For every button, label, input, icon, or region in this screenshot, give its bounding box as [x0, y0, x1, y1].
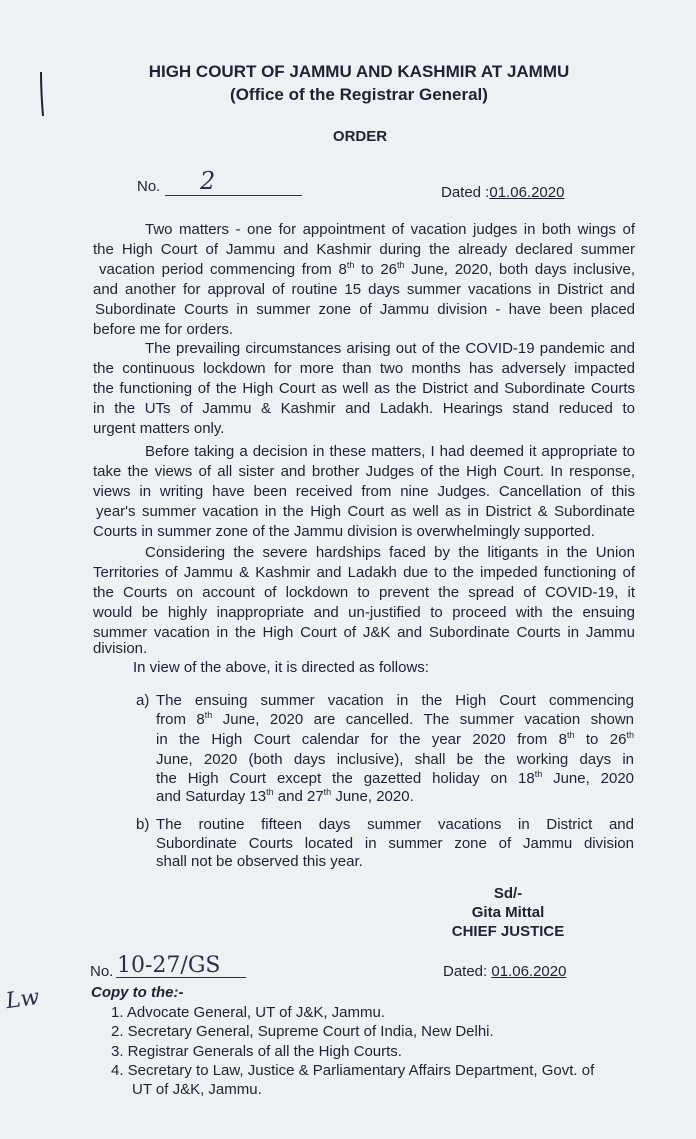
dir-a-line — [156, 731, 634, 748]
order-date — [441, 184, 564, 201]
para-3-line: year's summer vacation in the High Court as well as in District & Subordinate — [96, 503, 635, 520]
copy-no-blank — [116, 977, 246, 978]
text-run: June, 2020, both days inclusive, — [404, 261, 635, 278]
para-2-line: urgent matters only. — [93, 420, 225, 437]
copy-date-value: 01.06.2020 — [491, 963, 567, 980]
copy-date — [443, 963, 566, 980]
margin-initials: Lw — [4, 984, 41, 1015]
text-run: June, 2020. — [331, 788, 414, 805]
superscript: th — [266, 787, 274, 797]
para-1-line: Two matters - one for appointment of vacation judges in both wings of — [145, 221, 635, 238]
signature-name: Gita Mittal — [471, 904, 545, 921]
superscript: th — [346, 260, 355, 270]
para-3-line: Before taking a decision in these matters, I had deemed it appropriate to — [145, 443, 635, 460]
paragraph-5: In view of the above, it is directed as follows: — [133, 659, 429, 676]
para-4-line: Territories of Jammu & Kashmir and Ladakh due to the impeded functioning of — [93, 564, 635, 581]
dir-a-line: The ensuing summer vacation in the High Court commencing — [156, 692, 634, 709]
dir-b-line: shall not be observed this year. — [156, 853, 363, 870]
para-3-line: Courts in summer zone of the Jammu division is overwhelmingly supported. — [93, 523, 595, 540]
dir-a-line — [156, 770, 634, 787]
para-3-line: take the views of all sister and brother Judges of the High Court. In response, — [93, 463, 635, 480]
para-4-line: would be highly inappropriate and un-justified to proceed with the ensuing — [93, 604, 635, 621]
superscript: th — [626, 730, 634, 740]
para-4-line: the Courts on account of lockdown to prevent the spread of COVID-19, it — [93, 584, 635, 601]
superscript: th — [566, 730, 575, 740]
para-2-line: the functioning of the High Court as well as the District and Subordinate Courts — [93, 380, 635, 397]
copy-to-heading: Copy to the:- — [91, 984, 184, 1001]
dir-a-line — [156, 788, 414, 805]
text-run: in the High Court calendar for the year 2020 from 8 — [156, 731, 567, 748]
dir-a-line: June, 2020 (both days inclusive), shall be the working days in — [156, 751, 634, 768]
para-4-line: division. — [93, 640, 148, 657]
court-title: HIGH COURT OF JAMMU AND KASHMIR AT JAMMU — [148, 62, 570, 81]
para-2-line: in the UTs of Jammu & Kashmir and Ladakh. Hearings stand reduced to — [93, 400, 635, 417]
order-no-label: No. — [137, 178, 161, 195]
para-1-line: before me for orders. — [93, 321, 234, 338]
text-run: from 8 — [156, 711, 205, 728]
text-run: the High Court except the gazetted holiday on 18 — [156, 770, 535, 787]
superscript: th — [534, 769, 543, 779]
para-1-line — [99, 261, 635, 278]
office-subtitle: (Office of the Registrar General) — [230, 85, 488, 104]
para-4-line: summer vacation in the High Court of J&K and Subordinate Courts in Jammu — [93, 624, 635, 641]
superscript: th — [323, 787, 332, 797]
copy-item-4: 4. Secretary to Law, Justice & Parliamentary Affairs Department, Govt. of — [111, 1062, 595, 1079]
order-no-blank — [165, 195, 302, 196]
order-date-label: Dated : — [441, 184, 490, 201]
dir-b-line: The routine fifteen days summer vacations in District and — [156, 816, 634, 833]
signature-designation: CHIEF JUSTICE — [451, 923, 565, 940]
direction-b-label: b) — [136, 816, 150, 833]
para-2-line: the continuous lockdown for more than two months has adversely impacted — [93, 360, 635, 377]
text-run: vacation period commencing from 8 — [99, 261, 347, 278]
copy-item-3: 3. Registrar Generals of all the High Courts. — [111, 1043, 402, 1060]
text-run: June, 2020 are cancelled. The summer vacation shown — [212, 711, 634, 728]
copy-item-1: 1. Advocate General, UT of J&K, Jammu. — [111, 1004, 386, 1021]
para-1-line: the High Court of Jammu and Kashmir during the already declared summer — [93, 241, 635, 258]
margin-pen-mark — [34, 70, 48, 120]
copy-item-4-cont: UT of J&K, Jammu. — [132, 1081, 262, 1098]
copy-no-handwritten: 10-27/GS — [117, 953, 221, 978]
dir-b-line: Subordinate Courts located in summer zone of Jammu division — [156, 835, 634, 852]
superscript: th — [204, 710, 213, 720]
order-title: ORDER — [332, 128, 388, 145]
text-run: to 26 — [574, 731, 627, 748]
order-no-handwritten: 2 — [200, 167, 216, 195]
text-run: and 27 — [273, 788, 324, 805]
order-date-value: 01.06.2020 — [489, 184, 565, 201]
para-1-line: Subordinate Courts in summer zone of Jammu division - have been placed — [95, 301, 635, 318]
copy-no-label: No. — [90, 963, 114, 980]
copy-date-label: Dated: — [443, 963, 488, 980]
para-4-line: Considering the severe hardships faced by the litigants in the Union — [145, 544, 635, 561]
para-2-line: The prevailing circumstances arising out of the COVID-19 pandemic and — [145, 340, 635, 357]
para-1-line: and another for approval of routine 15 days summer vacations in District and — [93, 281, 635, 298]
dir-a-line — [156, 711, 634, 728]
text-run: June, 2020 — [542, 770, 635, 787]
direction-a-label: a) — [136, 692, 150, 709]
signature-sd: Sd/- — [493, 885, 523, 902]
text-run: to 26 — [354, 261, 398, 278]
para-3-line: views in writing have been received from nine Judges. Cancellation of this — [93, 483, 635, 500]
copy-item-2: 2. Secretary General, Supreme Court of India, New Delhi. — [111, 1023, 494, 1040]
text-run: and Saturday 13 — [156, 788, 267, 805]
superscript: th — [397, 260, 405, 270]
